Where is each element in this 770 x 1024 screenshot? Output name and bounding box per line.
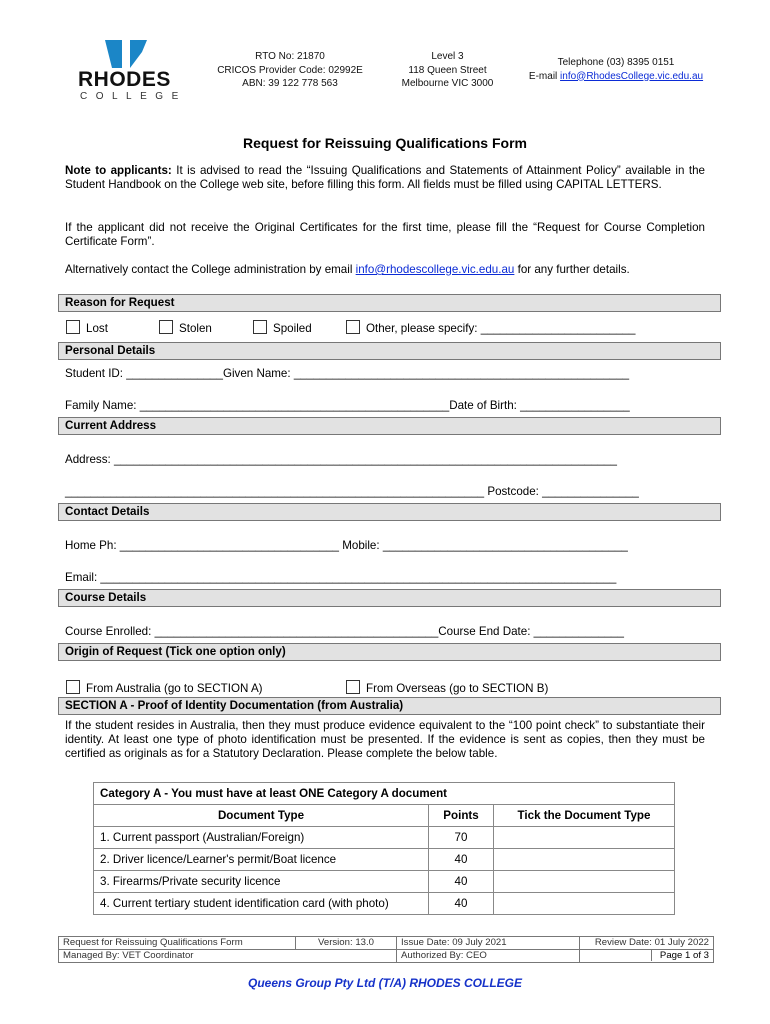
section-a: SECTION A - Proof of Identity Documentation (from Australia) xyxy=(58,697,721,715)
table-row xyxy=(94,827,675,849)
header-registration xyxy=(210,50,370,91)
doc-cell: 4. Current tertiary student identification card (with photo) xyxy=(94,893,429,915)
footer-row-2 xyxy=(59,950,714,963)
email-field[interactable]: Email: ________________________________________________________________________________ xyxy=(65,571,617,584)
section-course: Course Details xyxy=(58,589,721,607)
points-cell: 40 xyxy=(429,893,494,915)
family-name-dob-field[interactable]: Family Name: ________________________________________________Date of Birth: _________________ xyxy=(65,399,630,412)
checkbox-box[interactable] xyxy=(253,320,267,334)
address-line-1: Level 3 xyxy=(431,51,464,62)
footer-issue-date: Issue Date: 09 July 2021 xyxy=(397,937,580,950)
footer-brand: Queens Group Pty Ltd (T/A) RHODES COLLEGE xyxy=(247,976,522,990)
section-address: Current Address xyxy=(58,417,721,435)
para3-post: for any further details. xyxy=(514,263,630,276)
header-email-link[interactable]: info@RhodesCollege.vic.edu.au xyxy=(560,70,704,82)
footer-row-1 xyxy=(59,937,714,950)
doc-cell: 1. Current passport (Australian/Foreign) xyxy=(94,827,429,849)
table-row xyxy=(94,893,675,915)
tick-cell[interactable] xyxy=(494,827,675,849)
checkbox-label: Spoiled xyxy=(273,322,312,335)
postcode-field[interactable]: _________________________________________________________________ Postcode: _______________ xyxy=(65,485,639,498)
section-a-text: If the student resides in Australia, then they must produce evidence equivalent to the “100 point check” to substantiate their identity. At least one type of photo identification must be presented. If the evidence is sent as copies, then they must be certified as originals as for a Statutory Declaration. Please complete the below table. xyxy=(65,719,705,760)
para3-pre: Alternatively contact the College administration by email xyxy=(65,263,356,276)
header-email-line xyxy=(516,70,716,84)
checkbox-spoiled[interactable] xyxy=(253,320,312,335)
page-number: Page 1 of 3 xyxy=(651,950,709,961)
note-text: It is advised to read the “Issuing Qualifications and Statements of Attainment Policy” available in the Student Handbook on the College web site, before filling this form. All fields must be filled using CAPITAL LETTERS. xyxy=(65,164,705,191)
col-document-type: Document Type xyxy=(94,805,429,827)
footer-review-date: Review Date: 01 July 2022 xyxy=(580,937,714,950)
intro-paragraph-3 xyxy=(65,263,705,277)
cricos-code: CRICOS Provider Code: 02992E xyxy=(217,64,363,76)
doc-cell: 3. Firearms/Private security licence xyxy=(94,871,429,893)
col-points: Points xyxy=(429,805,494,827)
tick-cell[interactable] xyxy=(494,849,675,871)
checkbox-box[interactable] xyxy=(159,320,173,334)
footer-table xyxy=(58,936,714,963)
address-line-3: Melbourne VIC 3000 xyxy=(401,78,494,89)
header-address xyxy=(390,50,505,91)
tick-cell[interactable] xyxy=(494,893,675,915)
points-cell: 70 xyxy=(429,827,494,849)
rto-number: RTO No: 21870 xyxy=(255,51,325,62)
table-row xyxy=(94,849,675,871)
intro-paragraph-2: If the applicant did not receive the Original Certificates for the first time, please fill the “Request for Course Completion Certificate Form”. xyxy=(65,221,705,248)
course-field[interactable]: Course Enrolled: ____________________________________________Course End Date: ______________ xyxy=(65,625,624,638)
note-to-applicants xyxy=(65,164,705,192)
phone-mobile-field[interactable]: Home Ph: __________________________________ Mobile: ______________________________________ xyxy=(65,539,628,552)
footer-managed-by: Managed By: VET Coordinator xyxy=(59,950,397,963)
logo-wordmark: RHODES xyxy=(78,68,171,91)
checkbox-label: From Australia (go to SECTION A) xyxy=(86,682,263,695)
checkbox-stolen[interactable] xyxy=(159,320,212,335)
checkbox-other[interactable] xyxy=(346,320,635,335)
points-cell: 40 xyxy=(429,849,494,871)
footer-version: Version: 13.0 xyxy=(296,937,397,950)
col-tick: Tick the Document Type xyxy=(494,805,675,827)
section-origin: Origin of Request (Tick one option only) xyxy=(58,643,721,661)
telephone: Telephone (03) 8395 0151 xyxy=(557,57,675,68)
header-contact xyxy=(516,56,716,83)
category-a-table xyxy=(93,782,675,915)
address-line-2: 118 Queen Street xyxy=(408,64,487,76)
abn-number: ABN: 39 122 778 563 xyxy=(242,78,338,89)
checkbox-label: Other, please specify: ________________________ xyxy=(366,322,636,335)
section-reason: Reason for Request xyxy=(58,294,721,312)
logo-subtitle: COLLEGE xyxy=(80,91,187,102)
checkbox-from-overseas[interactable] xyxy=(346,680,548,695)
doc-cell: 2. Driver licence/Learner's permit/Boat licence xyxy=(94,849,429,871)
checkbox-box[interactable] xyxy=(66,680,80,694)
category-a-title: Category A - You must have at least ONE Category A document xyxy=(94,783,675,805)
checkbox-lost[interactable] xyxy=(66,320,108,335)
checkbox-box[interactable] xyxy=(346,320,360,334)
checkbox-label: From Overseas (go to SECTION B) xyxy=(366,682,549,695)
checkbox-label: Stolen xyxy=(179,322,212,335)
checkbox-from-australia[interactable] xyxy=(66,680,263,695)
checkbox-label: Lost xyxy=(86,322,108,335)
tick-cell[interactable] xyxy=(494,871,675,893)
checkbox-box[interactable] xyxy=(346,680,360,694)
form-title: Request for Reissuing Qualifications Form xyxy=(243,135,527,151)
table-title-row xyxy=(94,783,675,805)
footer-authorized-by: Authorized By: CEO xyxy=(397,950,580,963)
student-name-field[interactable]: Student ID: _______________Given Name: ____________________________________________________ xyxy=(65,367,630,380)
footer-form-name: Request for Reissuing Qualifications Form xyxy=(59,937,296,950)
note-label: Note to applicants: xyxy=(65,164,172,177)
contact-email-link[interactable]: info@rhodescollege.vic.edu.au xyxy=(355,263,515,276)
checkbox-box[interactable] xyxy=(66,320,80,334)
section-personal: Personal Details xyxy=(58,342,721,360)
table-header-row xyxy=(94,805,675,827)
table-row xyxy=(94,871,675,893)
address-field[interactable]: Address: ______________________________________________________________________________ xyxy=(65,453,617,466)
email-label: E-mail xyxy=(528,70,561,82)
points-cell: 40 xyxy=(429,871,494,893)
footer-page-number xyxy=(580,950,714,963)
section-contact: Contact Details xyxy=(58,503,721,521)
